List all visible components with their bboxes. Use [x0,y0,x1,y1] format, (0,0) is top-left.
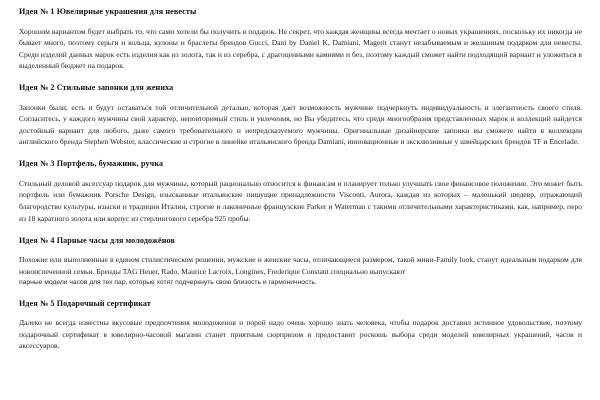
paragraph-tail-text-sans: парные модели часов для тех пар, которые хотят подчеркнуть свою близость и гармоничность. [19,279,317,287]
section-idea-3 [19,158,582,224]
section-paragraph-idea-4 [19,254,582,289]
paragraph-spacer [19,148,582,159]
section-heading-idea-3: Идея № 3 Портфель, бумажник, ручка [19,159,164,169]
section-paragraph-idea-3: Стильный деловой аксессуар подарок для мужчины, который рационально относится к финансам и планирует только улучшать свое финансовое положение. Это может быть портфель или бумажник Porsche Design, изысканные итальянские пишущие принадлежности Visconti, Aurora, каждая из которых – маленький шедевр, отражающий благородство культуры, изыски и традиции Италии, строгие и лаконичные французские Parker и Waterman с такими отличительными характеристиками, как, например, перо из 18 каратного золота или корпус из стерлингового серебра 925 пробы. [19,178,582,223]
section-idea-2 [19,82,582,148]
paragraph-main-text: Похожие или выполненные в едином стилистическом решении, мужские и женские часы, отличающиеся размером, такой мини-Family look, станут идеальным подарком для новоиспеченной семьи. Бренды TAG Heuer, Rado, Maurice Lacroix, Longines, Frederique Constant специально выпускают [19,255,582,276]
section-heading-idea-4: Идея № 4 Парные часы для молодожёнов [19,235,175,245]
section-paragraph-idea-1: Хорошим вариантом будет выбрать то, что сами хотели бы получить в подарок. Не секрет, что каждая женщина всегда мечтает о новых украшениях, поскольку их никогда не бывает много, поэтому серьги и кольца, кулоны и браслеты брендов Gucci, Dani by Daniel K, Damiani, Magerit станут незабываемым и желанным подарком для невесты. Среди изделий данных марок есть изделия как из золота, так и из серебра, с драгоценными камнями и без, поэтому каждый сможет найти подходящий вариант и уложиться в выделенный бюджет на подарок. [19,26,582,71]
section-heading-idea-1: Идея № 1 Ювелирные украшения для невесты [19,7,197,16]
section-idea-4 [19,235,582,289]
section-heading-idea-5: Идея № 5 Подарочный сертификат [19,298,151,308]
section-idea-5 [19,298,582,352]
paragraph-spacer [19,224,582,235]
section-heading-idea-2: Идея № 2 Стильные запонки для жениха [19,83,174,93]
section-idea-1 [19,6,582,72]
paragraph-spacer [19,289,582,298]
section-paragraph-idea-2: Запонки были, есть и будут оставаться той отличительной деталью, которая дает возможность мужчине подчеркнуть индивидуальность и элегантность своего стиля. Согласитесь, у каждого мужчины свой характер, неповторимый стиль и увлечения, но Вы убедитесь, что среди многообразия представленных марок и коллекций найдется достойный вариант для любого, даже самого требовательного и непредсказуемого мужчины. Оригинальные дизайнерские запонки вы сможете найти в коллекции английского бренда Stephen Webster, классические и строгие в линейке итальянского бренда Damiani, инновационные и эксклюзивные у швейцарских брендов TF и Encelade. [19,102,582,147]
paragraph-spacer [19,72,582,83]
section-paragraph-idea-5: Далеко не всегда известны вкусовые предпочтения молодоженов и порой надо очень хорошо знать человека, чтобы подарок доставил истинное удовольствие, поэтому подарочный сертификат в ювелирно-часовой магазин станет приятным сюрпризом и предоставит роскошь выбора среди моделей ювелирных украшений, часов и аксессуаров. [19,318,582,351]
